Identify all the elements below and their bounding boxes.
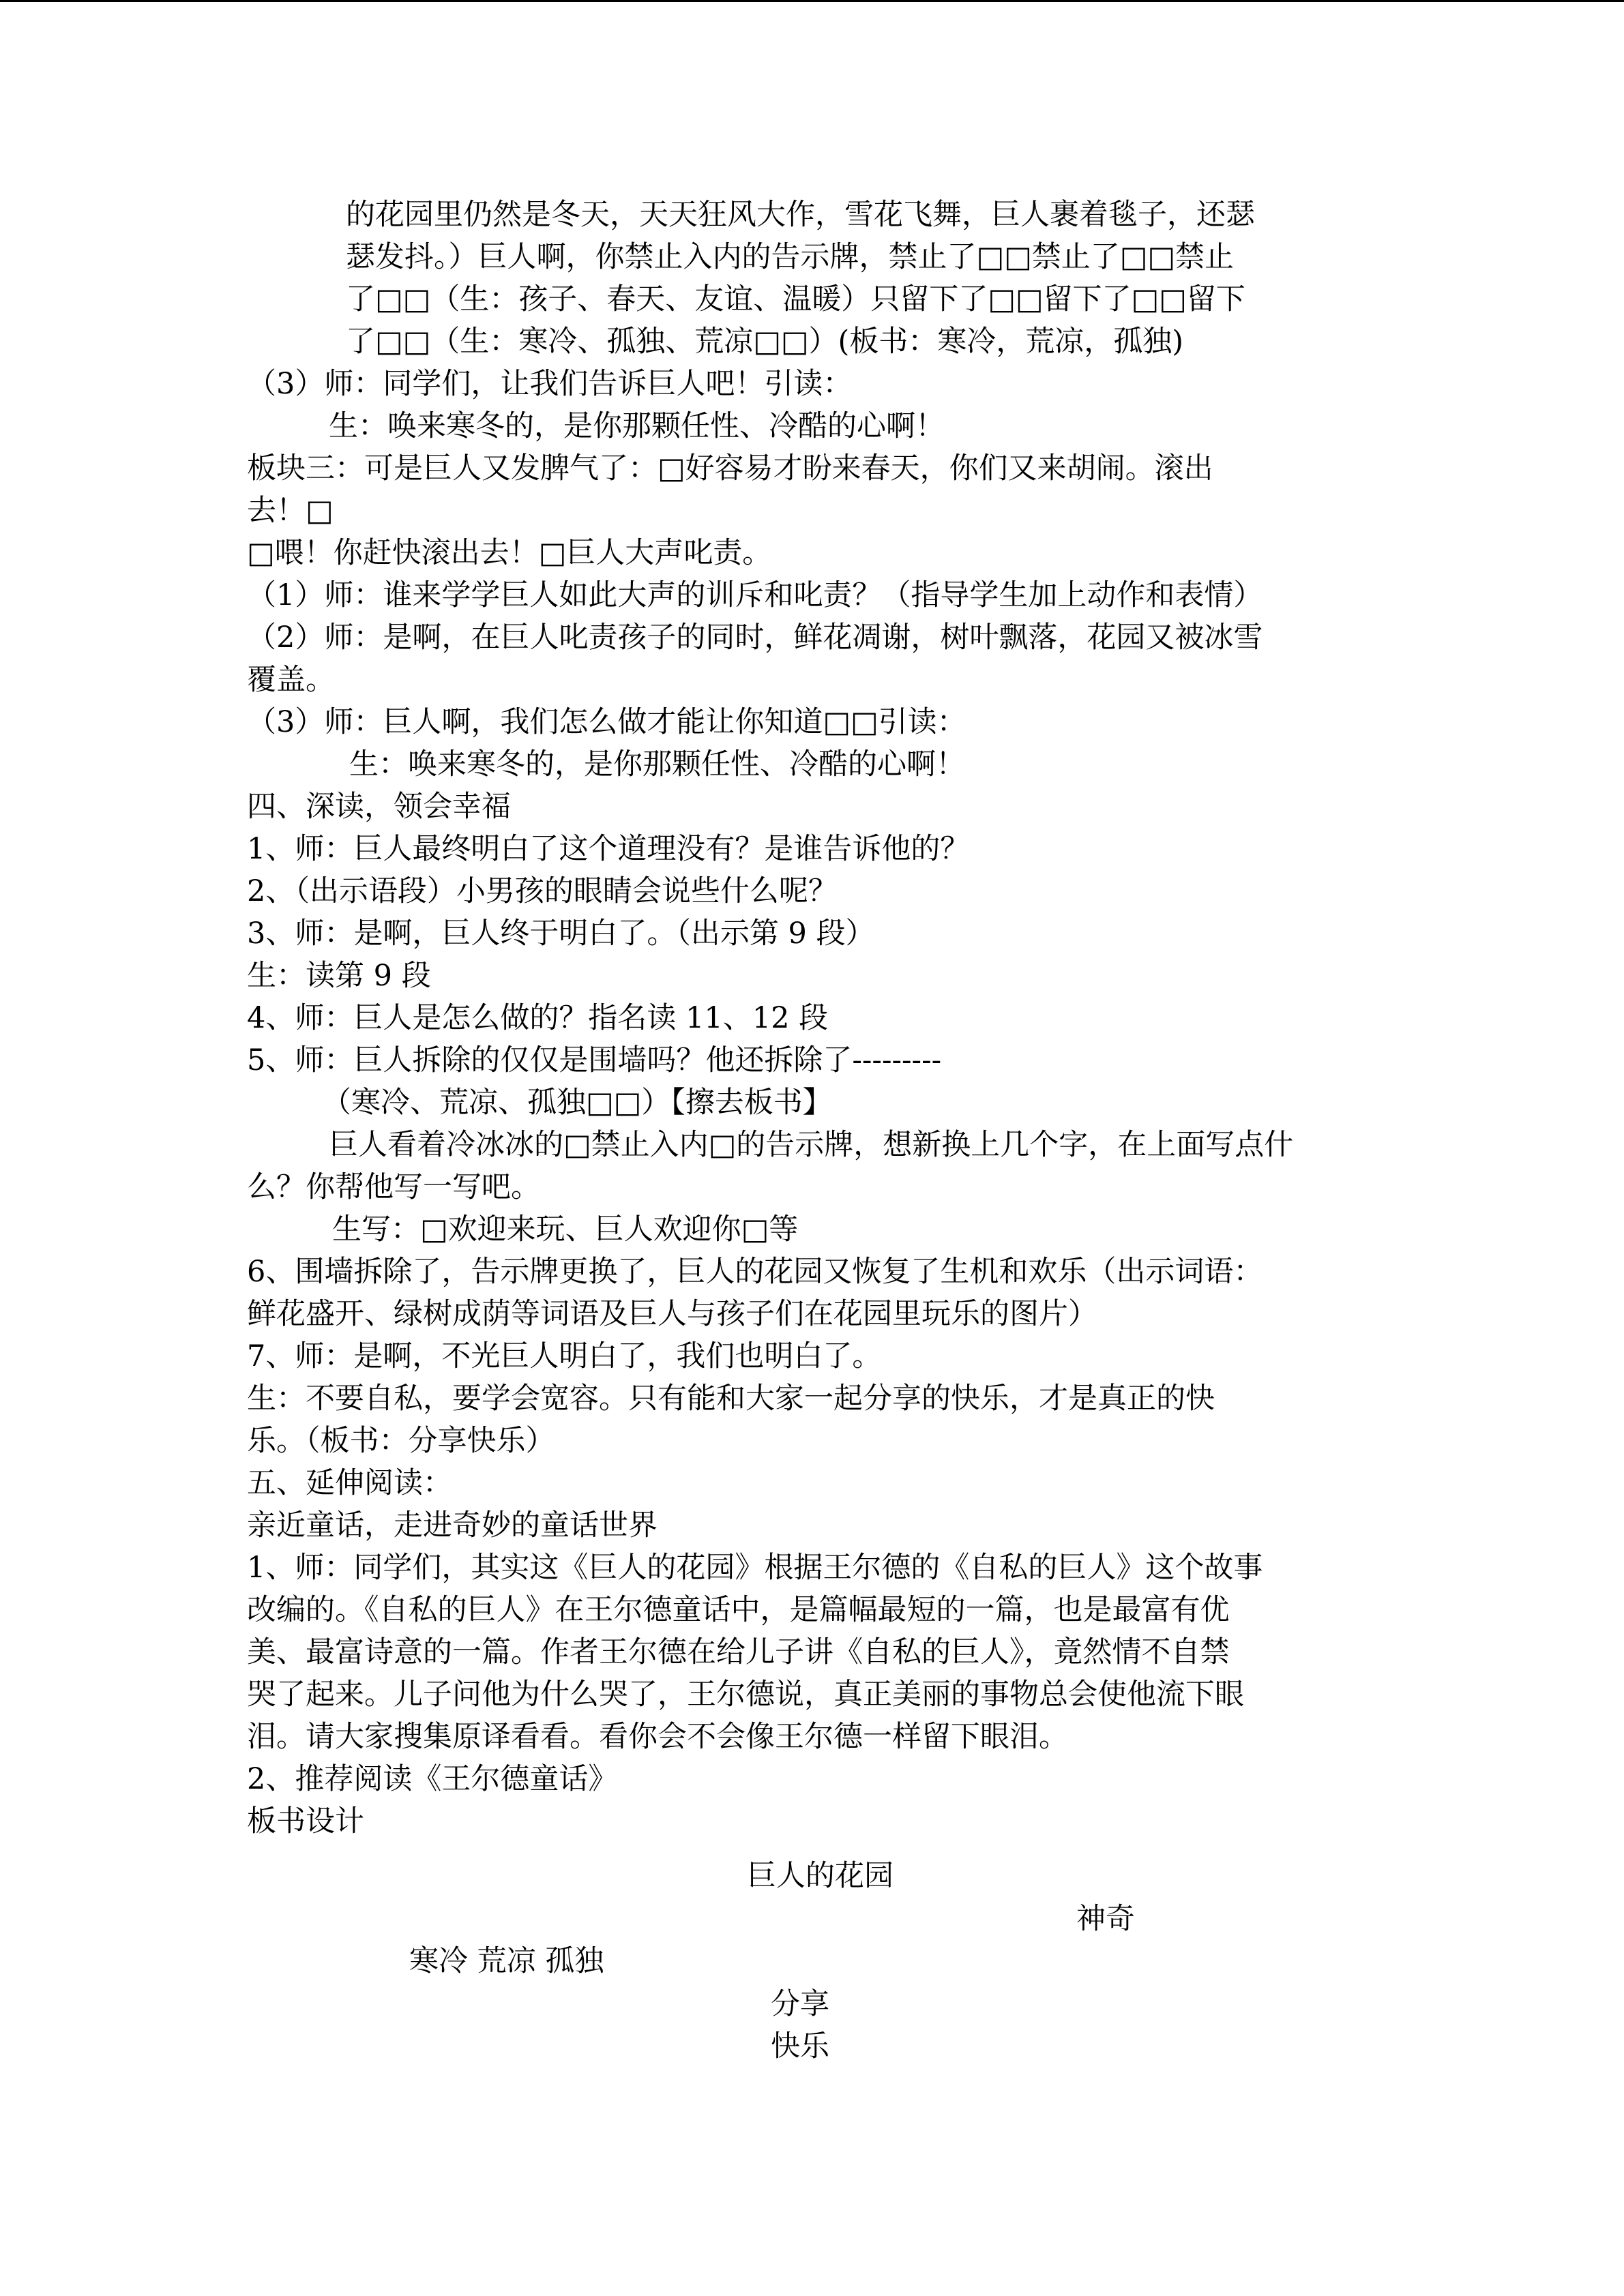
- section-heading: 板书设计: [247, 1804, 364, 1838]
- text-line: （1）师：谁来学学巨人如此大声的训斥和叱责？（指导学生加上动作和表情）: [247, 578, 1263, 612]
- text-line: 了□□（生：孩子、春天、友谊、温暖）只留下了□□留下了□□留下: [346, 282, 1245, 316]
- text-line: 了□□（生：寒冷、孤独、荒凉□□）(板书：寒冷，荒凉，孤独): [346, 325, 1184, 359]
- section-heading: 板块三：可是巨人又发脾气了：□好容易才盼来春天，你们又来胡闹。滚出: [247, 451, 1213, 486]
- text-line: （3）师：同学们，让我们告诉巨人吧！引读：: [247, 367, 853, 401]
- text-line: 鲜花盛开、绿树成荫等词语及巨人与孩子们在花园里玩乐的图片）: [247, 1297, 1097, 1331]
- text-line: 1、师：同学们，其实这《巨人的花园》根据王尔德的《自私的巨人》这个故事: [247, 1551, 1263, 1585]
- board-joy: 快乐: [771, 2029, 829, 2063]
- board-left-words: 寒冷 荒凉 孤独: [409, 1944, 604, 1978]
- top-border: [0, 0, 1624, 2]
- text-line: 亲近童话，走进奇妙的童话世界: [247, 1508, 658, 1542]
- text-line: 泪。请大家搜集原译看看。看你会不会像王尔德一样留下眼泪。: [247, 1720, 1068, 1754]
- text-line: 巨人看着冷冰冰的□禁止入内□的告示牌，想新换上几个字，在上面写点什: [329, 1128, 1294, 1162]
- text-line: 去！□: [247, 494, 334, 528]
- text-line: 哭了起来。儿子问他为什么哭了，王尔德说，真正美丽的事物总会使他流下眼: [247, 1678, 1244, 1712]
- section-heading: 五、延伸阅读：: [247, 1466, 452, 1500]
- text-line: （2）师：是啊，在巨人叱责孩子的同时，鲜花凋谢，树叶飘落，花园又被冰雪: [247, 621, 1263, 655]
- board-share: 分享: [771, 1987, 829, 2021]
- text-line: 覆盖。: [247, 663, 335, 697]
- board-title: 巨人的花园: [747, 1859, 894, 1893]
- text-line: 7、师：是啊，不光巨人明白了，我们也明白了。: [247, 1339, 882, 1373]
- text-line: 4、师：巨人是怎么做的？指名读 11、12 段: [247, 1001, 829, 1035]
- text-line: 改编的。《自私的巨人》在王尔德童话中，是篇幅最短的一篇，也是最富有优: [247, 1593, 1230, 1627]
- text-line: 2、（出示语段）小男孩的眼睛会说些什么呢？: [247, 874, 838, 908]
- section-heading: 四、深读，领会幸福: [247, 790, 511, 824]
- document-body: [247, 194, 1379, 1843]
- text-line: 生写：□欢迎来玩、巨人欢迎你□等: [332, 1212, 799, 1247]
- text-line: 6、围墙拆除了，告示牌更换了，巨人的花园又恢复了生机和欢乐（出示词语：: [247, 1255, 1263, 1289]
- text-line: □喂！你赶快滚出去！□巨人大声叱责。: [247, 536, 772, 570]
- board-magic: 神奇: [1076, 1902, 1135, 1936]
- text-line: 5、师：巨人拆除的仅仅是围墙吗？他还拆除了---------: [247, 1043, 942, 1077]
- text-line: 生：读第 9 段: [247, 959, 431, 993]
- text-line: 1、师：巨人最终明白了这个道理没有？是谁告诉他的？: [247, 832, 970, 866]
- text-line: 瑟发抖。）巨人啊，你禁止入内的告示牌，禁止了□□禁止了□□禁止: [346, 240, 1235, 274]
- text-line: 2、推荐阅读《王尔德童话》: [247, 1762, 618, 1796]
- text-line: 3、师：是啊，巨人终于明白了。（出示第 9 段）: [247, 916, 875, 951]
- text-line: 生：唤来寒冬的，是你那颗任性、冷酷的心啊！: [349, 747, 965, 781]
- text-line: 生：唤来寒冬的，是你那颗任性、冷酷的心啊！: [329, 409, 945, 443]
- text-line: 的花园里仍然是冬天，天天狂风大作，雪花飞舞，巨人裹着毯子，还瑟: [346, 198, 1255, 232]
- text-line: （3）师：巨人啊，我们怎么做才能让你知道□□引读：: [247, 705, 966, 739]
- text-line: 生：不要自私，要学会宽容。只有能和大家一起分享的快乐，才是真正的快: [247, 1382, 1215, 1416]
- text-line: 么？你帮他写一写吧。: [247, 1170, 540, 1204]
- text-line: （寒冷、荒凉、孤独□□）【擦去板书】: [322, 1086, 832, 1120]
- text-line: 乐。（板书：分享快乐）: [247, 1424, 555, 1458]
- text-line: 美、最富诗意的一篇。作者王尔德在给儿子讲《自私的巨人》，竟然情不自禁: [247, 1635, 1230, 1669]
